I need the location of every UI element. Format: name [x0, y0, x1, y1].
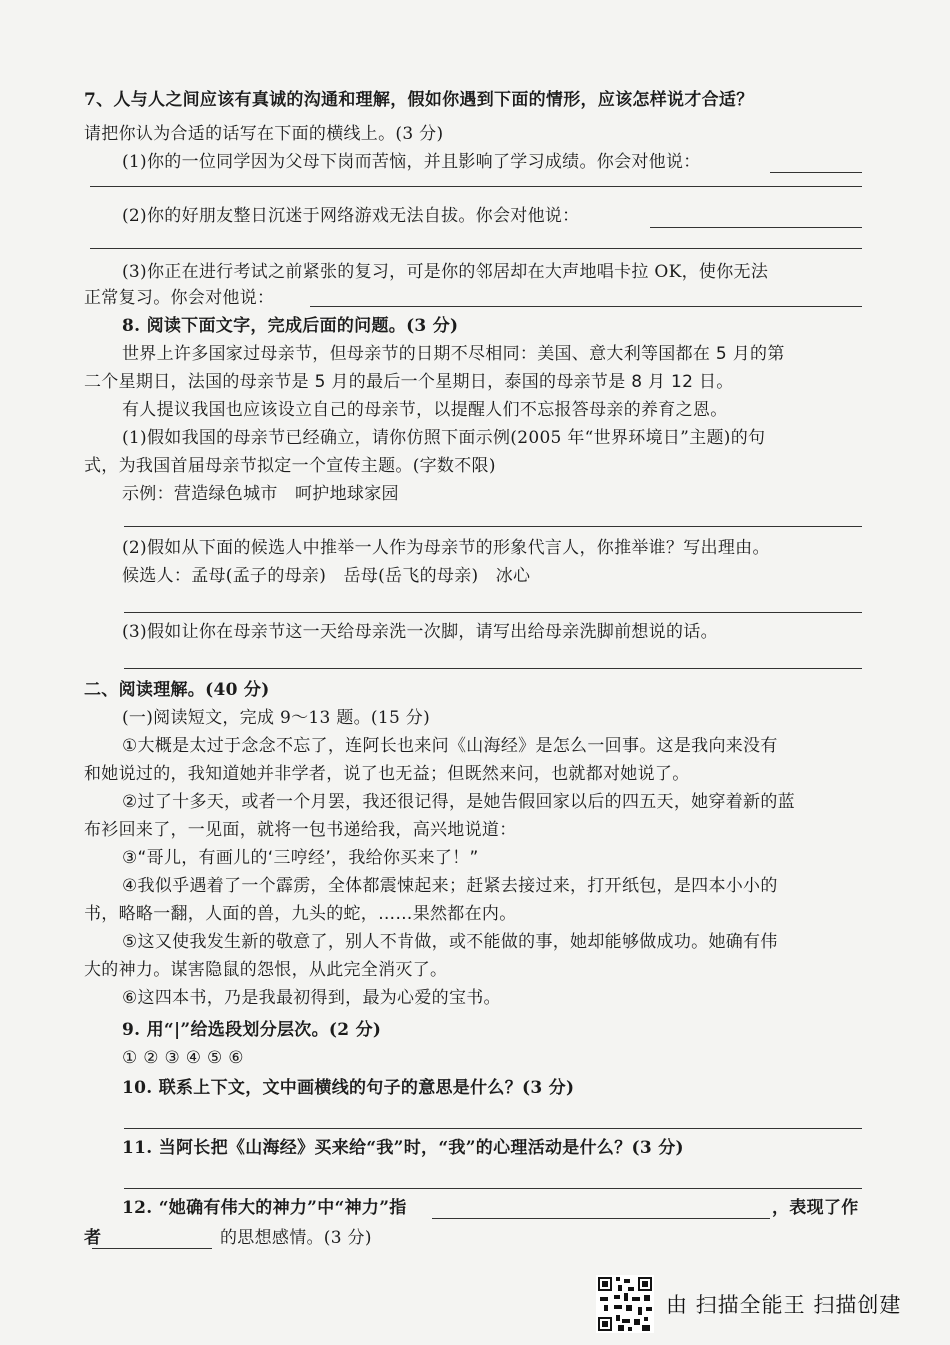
q7-sub1-blank[interactable]: [770, 172, 862, 173]
q8-sub1-answer-line[interactable]: [124, 526, 862, 527]
passage-p3: ③“哥儿，有画儿的‘三哼经’，我给你买来了！”: [122, 848, 479, 868]
q8-sub1-line1: (1)假如我国的母亲节已经确立，请你仿照下面示例(2005 年“世界环境日”主题)的句: [122, 428, 766, 448]
q9-stem: 9. 用“|”给选段划分层次。(2 分): [122, 1020, 382, 1040]
q7-sub3-line2: 正常复习。你会对他说：: [84, 288, 275, 308]
passage-p1-line2: 和她说过的，我知道她并非学者，说了也无益；但既然来问，也就都对她说了。: [84, 764, 690, 784]
q8-sub2: (2)假如从下面的候选人中推举一人作为母亲节的形象代言人，你推举谁？写出理由。: [122, 538, 770, 558]
passage-p6: ⑥这四本书，乃是我最初得到，最为心爱的宝书。: [122, 988, 501, 1008]
qr-code-icon: [596, 1275, 654, 1333]
part2-subtitle: (一)阅读短文，完成 9～13 题。(15 分): [122, 708, 431, 728]
q8-passage-line2: 二个星期日，法国的母亲节是 5 月的最后一个星期日，泰国的母亲节是 8 月 12 日。: [84, 372, 734, 392]
q7-sub2-blank[interactable]: [650, 227, 862, 228]
q11-answer-line[interactable]: [124, 1188, 862, 1189]
q8-passage-line3: 有人提议我国也应该设立自己的母亲节，以提醒人们不忘报答母亲的养育之恩。: [122, 400, 728, 420]
passage-p5-line2: 大的神力。谋害隐鼠的怨恨，从此完全消灭了。: [84, 960, 448, 980]
q10-stem: 10. 联系上下文，文中画横线的句子的意思是什么？(3 分): [122, 1078, 575, 1098]
passage-p1-line1: ①大概是太过于念念不忘了，连阿长也来问《山海经》是怎么一回事。这是我向来没有: [122, 736, 778, 756]
passage-p5-line1: ⑤这又使我发生新的敬意了，别人不肯做，或不能做的事，她却能够做成功。她确有伟: [122, 932, 778, 952]
q8-sub2-answer-line[interactable]: [124, 612, 862, 613]
scanner-watermark-text: 由 扫描全能王 扫描创建: [666, 1293, 902, 1317]
q7-stem-line1: 7、人与人之间应该有真诚的沟通和理解，假如你遇到下面的情形，应该怎样说才合适？: [84, 90, 754, 110]
q7-stem-line2: 请把你认为合适的话写在下面的横线上。(3 分): [84, 124, 444, 144]
passage-p2-line2: 布衫回来了，一见面，就将一包书递给我，高兴地说道：: [84, 820, 517, 840]
q8-example: 示例：营造绿色城市 呵护地球家园: [122, 484, 399, 504]
q11-stem: 11. 当阿长把《山海经》买来给“我”时，“我”的心理活动是什么？(3 分): [122, 1138, 684, 1158]
q7-sub1: (1)你的一位同学因为父母下岗而苦恼，并且影响了学习成绩。你会对他说：: [122, 152, 701, 172]
q7-sub3-line1: (3)你正在进行考试之前紧张的复习，可是你的邻居却在大声地唱卡拉 OK，使你无法: [122, 262, 769, 282]
q7-sub1-answer-line[interactable]: [90, 186, 862, 187]
q8-candidates: 候选人：孟母(孟子的母亲) 岳母(岳飞的母亲) 冰心: [122, 566, 531, 586]
passage-p4-line2: 书，略略一翻，人面的兽，九头的蛇，……果然都在内。: [84, 904, 517, 924]
q7-sub2-answer-line[interactable]: [90, 248, 862, 249]
passage-p2-line1: ②过了十多天，或者一个月罢，我还很记得，是她告假回家以后的四五天，她穿着新的蓝: [122, 792, 795, 812]
q8-sub1-line2: 式，为我国首届母亲节拟定一个宣传主题。(字数不限): [84, 456, 496, 476]
part2-title: 二、阅读理解。(40 分): [84, 680, 270, 700]
q8-sub3: (3)假如让你在母亲节这一天给母亲洗一次脚，请写出给母亲洗脚前想说的话。: [122, 622, 718, 642]
q8-stem: 8. 阅读下面文字，完成后面的问题。(3 分): [122, 316, 459, 336]
q8-passage-line1: 世界上许多国家过母亲节，但母亲节的日期不尽相同：美国、意大利等国都在 5 月的第: [122, 344, 785, 364]
q7-sub2: (2)你的好朋友整日沉迷于网络游戏无法自拔。你会对他说：: [122, 206, 580, 226]
q8-sub3-answer-line[interactable]: [124, 668, 862, 669]
q9-options: ① ② ③ ④ ⑤ ⑥: [122, 1048, 244, 1068]
q7-sub3-blank[interactable]: [310, 306, 862, 307]
q12-stem-part1: 12. “她确有伟大的神力”中“神力”指: [122, 1198, 407, 1218]
passage-p4-line1: ④我似乎遇着了一个霹雳，全体都震悚起来；赶紧去接过来，打开纸包，是四本小小的: [122, 876, 778, 896]
q12-blank1[interactable]: [432, 1218, 770, 1219]
q12-blank2[interactable]: [92, 1248, 212, 1249]
q12-stem-part2: ，表现了作: [772, 1198, 859, 1218]
scanner-watermark: [596, 1274, 936, 1334]
q12-stem-part3: 者: [84, 1228, 102, 1248]
q10-answer-line[interactable]: [124, 1128, 862, 1129]
q12-stem-part4: 的思想感情。(3 分): [220, 1228, 372, 1248]
